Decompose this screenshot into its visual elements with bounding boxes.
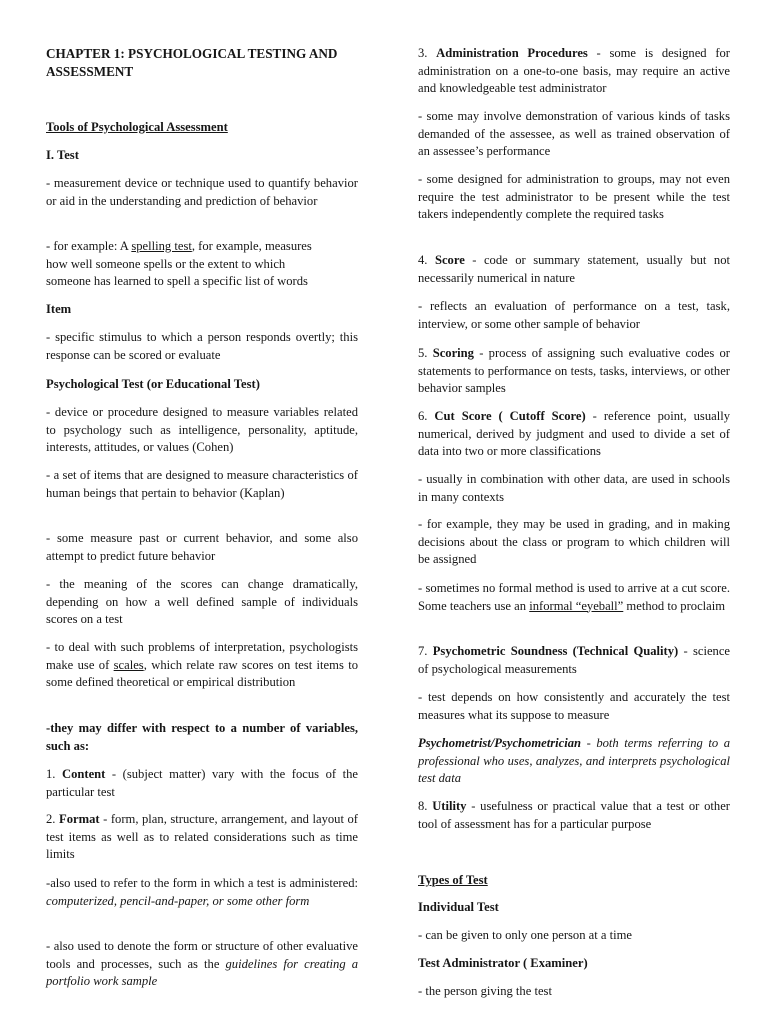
informal-eyeball-link[interactable]: informal “eyeball”: [529, 598, 624, 613]
psychometrist-term: Psychometrist/Psychometrician: [418, 736, 582, 750]
admin-def-2: - some may involve demonstration of various kinds of tasks demanded of the assessee, as well as trained observation of an assessee’s performance: [418, 109, 730, 159]
format-also-1: -also used to refer to the form in which a test is administered: computerized, pencil-and-paper, or some other form: [46, 876, 358, 908]
scoring-item: 5. Scoring - process of assigning such evaluative codes or statements to performance on tests, tasks, interviews, or other behavior samples: [418, 346, 731, 396]
item-heading: Item: [46, 302, 72, 316]
psychometric-soundness-term: Psychometric Soundness (Technical Quality): [432, 644, 679, 658]
psychometric-def-2: - test depends on how consistently and accurately the test measures what its suppose to measure: [418, 690, 730, 722]
admin-def-3: - some designed for administration to groups, may not even require the test administrator to be present while the test takers independently complete the required tasks: [418, 172, 730, 222]
spelling-example: - for example: A spelling test, for example, measures how well someone spells or the extent to which someone has learned to spell a specific list of words: [46, 239, 312, 289]
individual-test-heading: Individual Test: [418, 900, 499, 914]
psych-test-def-1: - device or procedure designed to measure variables related to psychology such as intelligence, personality, aptitude, interests, attitudes, or values (Cohen): [46, 405, 358, 455]
individual-test-def: - can be given to only one person at a time: [418, 928, 633, 942]
test-definition: - measurement device or technique used to quantify behavior or aid in the understanding and prediction of behavior: [46, 176, 358, 208]
format-also-2: - also used to denote the form or structure of other evaluative tools and processes, such as the guidelines for creating a portfolio work sample: [46, 939, 358, 989]
psychometric-soundness-item: 7. Psychometric Soundness (Technical Quality) - science of psychological measurements: [418, 644, 731, 676]
differ-heading: -they may differ with respect to a number of variables, such as:: [46, 721, 358, 753]
cut-score-def-3: - for example, they may be used in grading, and in making decisions about the class or program to which children will be assigned: [418, 517, 730, 567]
test-administrator-def: - the person giving the test: [418, 984, 552, 998]
psych-test-heading: Psychological Test (or Educational Test): [46, 377, 260, 391]
psych-test-def-3: - some measure past or current behavior, and some also attempt to predict future behavior: [46, 531, 358, 563]
tools-heading: Tools of Psychological Assessment: [46, 120, 228, 134]
item-definition: - specific stimulus to which a person responds overtly; this response can be scored or evaluate: [46, 330, 358, 362]
score-item: 4. Score - code or summary statement, usually but not necessarily numerical in nature: [418, 253, 730, 285]
format-item: 2. Format - form, plan, structure, arrangement, and layout of test items as well as to related considerations such as time limits: [46, 812, 358, 862]
scales-term: scales: [113, 657, 144, 672]
psych-test-def-2: - a set of items that are designed to measure characteristics of human beings that pertain to behavior (Kaplan): [46, 468, 358, 500]
chapter-title: CHAPTER 1: PSYCHOLOGICAL TESTING AND ASSESSMENT: [46, 46, 338, 79]
cut-score-def-2: - usually in combination with other data, are used in schools in many contexts: [418, 472, 730, 504]
score-def-2: - reflects an evaluation of performance on a test, task, interview, or some other sample of behavior: [418, 299, 730, 331]
admin-procedures-term: Administration Procedures: [436, 46, 588, 60]
content-item: 1. Content - (subject matter) vary with the focus of the particular test: [46, 767, 358, 799]
psychometrist-paragraph: Psychometrist/Psychometrician - both terms referring to a professional who uses, analyzes, and interprets psychological test data: [418, 736, 730, 786]
utility-item: 8. Utility - usefulness or practical value that a test or other tool of assessment has for a particular purpose: [418, 799, 730, 831]
scoring-term: Scoring: [432, 346, 474, 360]
test-heading: I. Test: [46, 148, 79, 162]
format-term: Format: [59, 812, 100, 826]
types-of-test-heading: Types of Test: [418, 873, 488, 887]
test-administrator-heading: Test Administrator ( Examiner): [418, 956, 588, 970]
content-term: Content: [62, 767, 106, 781]
cut-score-item: 6. Cut Score ( Cutoff Score) - reference point, usually numerical, derived by judgment and used to divide a set of data into two or more classifications: [418, 409, 731, 459]
scales-paragraph: - to deal with such problems of interpretation, psychologists make use of scales, which relate raw scores on test items to some defined theoretical or empirical distribution: [46, 640, 358, 690]
cut-score-term: Cut Score ( Cutoff Score): [434, 409, 586, 423]
psych-test-def-4: - the meaning of the scores can change dramatically, depending on how a well defined sample of individuals scores on a test: [46, 577, 358, 627]
spelling-test-link[interactable]: spelling test: [131, 239, 192, 253]
admin-procedures-item: 3. Administration Procedures - some is designed for administration on a one-to-one basis, may require an active and knowledgeable test administrator: [418, 46, 731, 96]
utility-term: Utility: [432, 799, 467, 813]
score-term: Score: [434, 253, 465, 267]
cut-score-def-4: - sometimes no formal method is used to arrive at a cut score. Some teachers use an informal “eyeball” method to proclaim: [418, 581, 730, 613]
